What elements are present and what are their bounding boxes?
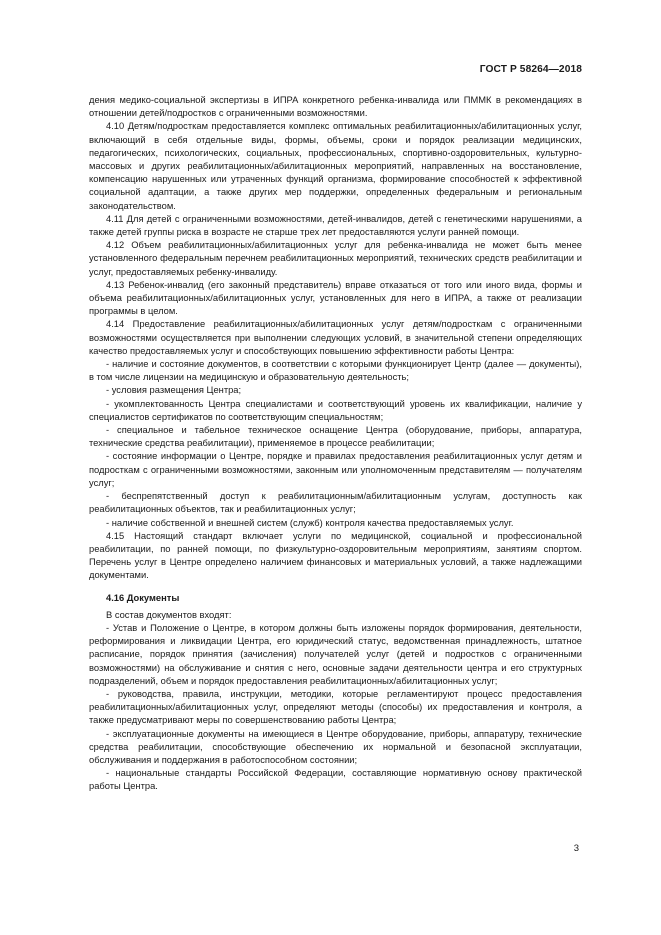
list-item: - условия размещения Центра;	[106, 385, 242, 396]
paragraph-4-14: 4.14 Предоставление реабилитационных/абилитационных услуг детям/подросткам с ограниченными возможностями осуществляется при выполнении следующих условий, в значительной степени определяющих качество предоставляемых услуг и способствующих повышению эффективности работы Центра:	[89, 319, 582, 356]
paragraph-4-15: 4.15 Настоящий стандарт включает услуги по медицинской, социальной и профессиональной реабилитации, по ранней помощи, по физкультурно-оздоровительным мероприятиям, занятиям спортом. Перечень услуг в Центре определено наличием финансовых и материальных условий, а также надлежащими документами.	[89, 530, 582, 581]
paragraph-documents-intro: В состав документов входят:	[106, 609, 232, 620]
paragraph-4-13: 4.13 Ребенок-инвалид (его законный представитель) вправе отказаться от того или иного вида, формы и объема реабилитационных/абилитационных услуг, установленных для него в ИПРА, а также от реализации программы в целом.	[89, 279, 582, 317]
list-item: - состояние информации о Центре, порядке и правилах предоставления реабилитационных услуг детям и подросткам с ограниченными возможностями, законным или уполномоченным представителям — получателям услуг;	[89, 451, 582, 488]
standard-id-header: ГОСТ Р 58264—2018	[479, 64, 582, 75]
list-item: - национальные стандарты Российской Федерации, составляющие нормативную основу практической работы Центра.	[89, 768, 582, 792]
page-number: 3	[573, 843, 579, 854]
list-item: - беспрепятственный доступ к реабилитационным/абилитационным услугам, доступность как реабилитационных объектов, так и реабилитационных услуг;	[89, 491, 582, 515]
list-item: - укомплектованность Центра специалистами и соответствующий уровень их квалификации, наличие у специалистов сертификатов по соответствующим специальностям;	[89, 398, 582, 422]
list-item: - наличие и состояние документов, в соответствии с которыми функционирует Центр (далее — документы), в том числе лицензии на медицинскую и образовательную деятельность;	[89, 359, 582, 383]
paragraph-continuation: дения медико-социальной экспертизы в ИПРА конкретного ребенка-инвалида или ПММК в рекомендациях в отношении детей/подростков с ограниченными возможностями.	[89, 95, 582, 119]
list-item: - наличие собственной и внешней систем (служб) контроля качества предоставляемых услуг.	[106, 517, 514, 528]
list-item: - руководства, правила, инструкции, методики, которые регламентируют процесс предоставления реабилитационных/абилитационных услуг, определяют методы (способы) их предоставления и контроля, а также предусматривают меры по совершенствованию работы Центра;	[89, 688, 582, 726]
body-text	[89, 94, 582, 794]
list-item: - эксплуатационные документы на имеющиеся в Центре оборудование, приборы, аппаратуру, технические средства реабилитации, способствующие обеспечению их нормальной и безопасной эксплуатации, обслуживания и поддержания в работоспособном состоянии;	[89, 728, 582, 765]
list-item: - специальное и табельное техническое оснащение Центра (оборудование, приборы, аппаратура, технические средства реабилитации), применяемое в процессе реабилитации;	[89, 425, 582, 449]
paragraph-4-11: 4.11 Для детей с ограниченными возможностями, детей-инвалидов, детей с генетическими нарушениями, а также детей группы риска в возрасте не старше трех лет предоставляются услуги ранней помощи.	[89, 213, 582, 238]
list-item: - Устав и Положение о Центре, в котором должны быть изложены порядок формирования, деятельности, реформирования и ликвидации Центра, его юридический статус, ведомственная принадлежность, штатное расписание, порядок принятия (зачисления) получателей услуг (детей и подростков с ограниченными возможностями) на обслуживание и снятия с него, основные задачи деятельности центра и его структурных подразделений, объем и порядок предоставления реабилитационных/абилитационных услуг;	[89, 622, 582, 686]
section-heading-4-16: 4.16 Документы	[106, 592, 180, 603]
paragraph-4-10: 4.10 Детям/подросткам предоставляется комплекс оптимальных реабилитационных/абилитационных услуг, включающий в себя отдельные виды, формы, объемы, сроки и порядок реализации медицинских, педагогических, психологических, социальных, профессиональных, спортивно-оздоровительных, культурно-массовых и других реабилитационных/абилитационных мероприятий, направленных на восстановление, компенсацию нарушенных или утраченных функций организма, формирование способностей к эффективной социальной адаптации, а также других мер поддержки, определенных федеральным и региональным законодательством.	[89, 121, 582, 211]
paragraph-4-12: 4.12 Объем реабилитационных/абилитационных услуг для ребенка-инвалида не может быть менее установленного федеральным перечнем реабилитационных мероприятий, технических средств реабилитации и услуг, предоставляемых ребенку-инвалиду.	[89, 240, 582, 277]
